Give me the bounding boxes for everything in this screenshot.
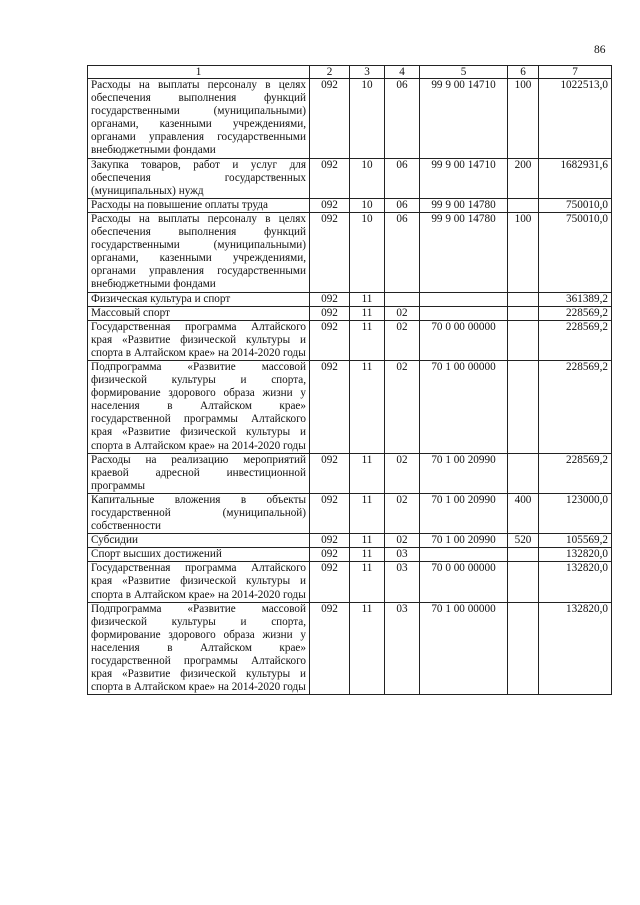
subsection-code: 03: [385, 602, 420, 695]
column-header: 5: [420, 66, 508, 79]
subsection-code: [385, 292, 420, 306]
subsection-code: 02: [385, 534, 420, 548]
table-row: [88, 292, 612, 306]
amount: 132820,0: [539, 562, 612, 602]
amount: 228569,2: [539, 453, 612, 493]
row-name: Подпрограмма «Развитие массовой физической культуры и спорта, формирование здорового образа жизни у населения в Алтайском крае» государственной программы Алтайского края «Развитие физической культуры и спорта в Алтайском крае» на 2014-2020 годы: [88, 360, 310, 453]
expense-type: [508, 292, 539, 306]
ministry-code: 092: [310, 360, 350, 453]
target-article: 99 9 00 14780: [420, 212, 508, 292]
expense-type: 100: [508, 79, 539, 159]
table-row: [88, 360, 612, 453]
ministry-code: 092: [310, 212, 350, 292]
expense-type: [508, 562, 539, 602]
column-header: 2: [310, 66, 350, 79]
target-article: 99 9 00 14710: [420, 158, 508, 198]
subsection-code: 06: [385, 79, 420, 159]
section-code: 11: [350, 548, 385, 562]
row-name: Расходы на выплаты персоналу в целях обеспечения выполнения функций государственными (муниципальными) органами, казенными учреждениями, органами управления государственными внебюджетными фондами: [88, 212, 310, 292]
ministry-code: 092: [310, 562, 350, 602]
target-article: 70 1 00 20990: [420, 493, 508, 533]
expense-type: 200: [508, 158, 539, 198]
ministry-code: 092: [310, 292, 350, 306]
ministry-code: 092: [310, 158, 350, 198]
expense-type: 400: [508, 493, 539, 533]
amount: 228569,2: [539, 306, 612, 320]
amount: 132820,0: [539, 548, 612, 562]
section-code: 11: [350, 292, 385, 306]
table-row: [88, 534, 612, 548]
table-row: [88, 493, 612, 533]
section-code: 11: [350, 320, 385, 360]
row-name: Подпрограмма «Развитие массовой физической культуры и спорта, формирование здорового образа жизни у населения в Алтайском крае» государственной программы Алтайского края «Развитие физической культуры и спорта в Алтайском крае» на 2014-2020 годы: [88, 602, 310, 695]
section-code: 11: [350, 534, 385, 548]
table-row: [88, 548, 612, 562]
target-article: 70 1 00 00000: [420, 602, 508, 695]
table-row: [88, 320, 612, 360]
target-article: 99 9 00 14710: [420, 79, 508, 159]
amount: 1682931,6: [539, 158, 612, 198]
column-header: 6: [508, 66, 539, 79]
target-article: 70 0 00 00000: [420, 562, 508, 602]
row-name: Государственная программа Алтайского края «Развитие физической культуры и спорта в Алтайском крае» на 2014-2020 годы: [88, 562, 310, 602]
table-row: [88, 198, 612, 212]
expense-type: [508, 453, 539, 493]
section-code: 11: [350, 453, 385, 493]
subsection-code: 06: [385, 198, 420, 212]
ministry-code: 092: [310, 306, 350, 320]
subsection-code: 02: [385, 320, 420, 360]
ministry-code: 092: [310, 534, 350, 548]
row-name: Капитальные вложения в объекты государственной (муниципальной) собственности: [88, 493, 310, 533]
table-row: [88, 79, 612, 159]
section-code: 11: [350, 562, 385, 602]
target-article: 70 1 00 20990: [420, 453, 508, 493]
row-name: Расходы на выплаты персоналу в целях обеспечения выполнения функций государственными (муниципальными) органами, казенными учреждениями, органами управления государственными внебюджетными фондами: [88, 79, 310, 159]
subsection-code: 03: [385, 548, 420, 562]
ministry-code: 092: [310, 79, 350, 159]
subsection-code: 06: [385, 212, 420, 292]
expense-type: [508, 306, 539, 320]
amount: 361389,2: [539, 292, 612, 306]
ministry-code: 092: [310, 320, 350, 360]
amount: 228569,2: [539, 360, 612, 453]
ministry-code: 092: [310, 198, 350, 212]
target-article: [420, 548, 508, 562]
row-name: Расходы на повышение оплаты труда: [88, 198, 310, 212]
row-name: Спорт высших достижений: [88, 548, 310, 562]
row-name: Расходы на реализацию мероприятий краевой адресной инвестиционной программы: [88, 453, 310, 493]
target-article: 70 1 00 00000: [420, 360, 508, 453]
column-header: 3: [350, 66, 385, 79]
ministry-code: 092: [310, 548, 350, 562]
subsection-code: 02: [385, 360, 420, 453]
subsection-code: 02: [385, 306, 420, 320]
amount: 123000,0: [539, 493, 612, 533]
row-name: Государственная программа Алтайского края «Развитие физической культуры и спорта в Алтайском крае» на 2014-2020 годы: [88, 320, 310, 360]
table-row: [88, 562, 612, 602]
expense-type: [508, 548, 539, 562]
row-name: Физическая культура и спорт: [88, 292, 310, 306]
target-article: 99 9 00 14780: [420, 198, 508, 212]
subsection-code: 02: [385, 493, 420, 533]
section-code: 10: [350, 158, 385, 198]
target-article: 70 0 00 00000: [420, 320, 508, 360]
column-header: 7: [539, 66, 612, 79]
expense-type: 520: [508, 534, 539, 548]
table-row: [88, 212, 612, 292]
table-header-row: [88, 66, 612, 79]
target-article: [420, 292, 508, 306]
target-article: [420, 306, 508, 320]
amount: 132820,0: [539, 602, 612, 695]
section-code: 11: [350, 360, 385, 453]
ministry-code: 092: [310, 493, 350, 533]
expense-type: [508, 198, 539, 212]
subsection-code: 06: [385, 158, 420, 198]
subsection-code: 03: [385, 562, 420, 602]
expense-type: [508, 360, 539, 453]
row-name: Закупка товаров, работ и услуг для обеспечения государственных (муниципальных) нужд: [88, 158, 310, 198]
row-name: Массовый спорт: [88, 306, 310, 320]
section-code: 11: [350, 493, 385, 533]
section-code: 10: [350, 212, 385, 292]
row-name: Субсидии: [88, 534, 310, 548]
amount: 228569,2: [539, 320, 612, 360]
section-code: 10: [350, 79, 385, 159]
section-code: 11: [350, 306, 385, 320]
expense-type: 100: [508, 212, 539, 292]
section-code: 10: [350, 198, 385, 212]
amount: 750010,0: [539, 212, 612, 292]
expense-type: [508, 602, 539, 695]
table-row: [88, 158, 612, 198]
target-article: 70 1 00 20990: [420, 534, 508, 548]
ministry-code: 092: [310, 453, 350, 493]
page-number: 86: [594, 44, 606, 56]
column-header: 4: [385, 66, 420, 79]
table-row: [88, 453, 612, 493]
subsection-code: 02: [385, 453, 420, 493]
ministry-code: 092: [310, 602, 350, 695]
amount: 750010,0: [539, 198, 612, 212]
table-row: [88, 602, 612, 695]
amount: 1022513,0: [539, 79, 612, 159]
amount: 105569,2: [539, 534, 612, 548]
budget-table: [87, 65, 612, 695]
column-header: 1: [88, 66, 310, 79]
expense-type: [508, 320, 539, 360]
section-code: 11: [350, 602, 385, 695]
table-row: [88, 306, 612, 320]
